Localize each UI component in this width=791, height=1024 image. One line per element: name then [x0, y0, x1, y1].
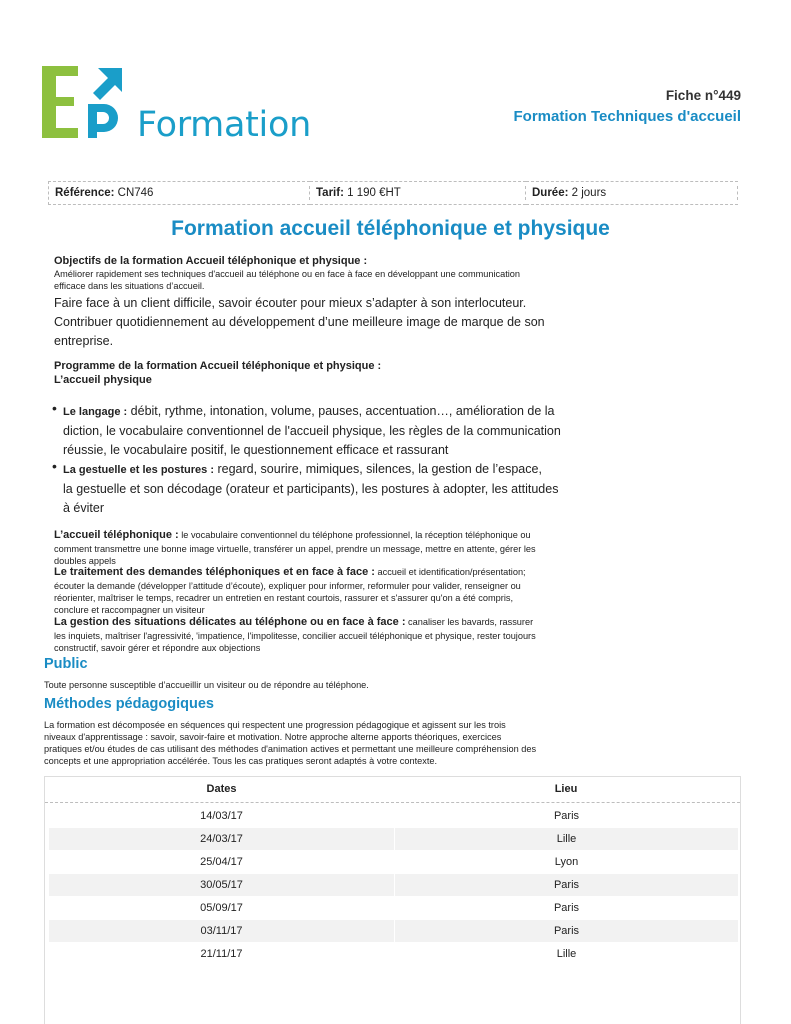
- block-line-2: écouter la demande (développer l’attitude d’écoute), expliquer pour informer, reformuler pour valider, renseigner ou: [54, 581, 521, 591]
- bullet-lead: Le langage :: [63, 406, 128, 418]
- methodes-line-3: pratiques et/ou études de cas utilisant des méthodes d'animation actives et permettant une meilleure compréhension des: [44, 744, 537, 754]
- table-row: [49, 805, 738, 827]
- objectifs-big-3: entreprise.: [54, 334, 114, 348]
- lieu-cell: Lille: [395, 828, 738, 850]
- date-cell: 03/11/17: [49, 920, 394, 942]
- lieu-cell: Paris: [553, 902, 580, 914]
- methodes-line-2: niveaux d'apprentissage : savoir, savoir-faire et motivation. Notre approche alterne apports théoriques, exercices: [44, 732, 502, 742]
- bullet-lead: La gestuelle et les postures :: [63, 464, 214, 476]
- duree-cell: [526, 181, 738, 205]
- table-row: [49, 874, 738, 896]
- methodes-line-4: concepts et une appropriation accélérée. Tous les cas pratiques seront adaptés à votre contexte.: [44, 756, 438, 766]
- table-row: [49, 920, 738, 942]
- duree-value: 2 jours: [571, 187, 607, 199]
- date-cell: 24/03/17: [49, 828, 394, 850]
- bullet-line-1: débit, rythme, intonation, volume, pauses, accentuation…, amélioration de la: [127, 404, 555, 418]
- logo-wordmark: Formation: [137, 105, 311, 145]
- date-cell: 05/09/17: [200, 902, 243, 914]
- programme-block: [54, 562, 574, 616]
- fiche-number: Fiche n°449: [665, 88, 741, 103]
- methodes-text: [44, 719, 564, 767]
- bullet-line-2: la gestuelle et son décodage (orateur et participants), les postures à adopter, les attitudes: [63, 482, 559, 496]
- block-line-3: réorienter, maîtriser le temps, recadrer un entretien en restant courtois, rassurer et s'assurer qu'on a été compris,: [54, 593, 514, 603]
- objectifs-big-1: Faire face à un client difficile, savoir écouter pour mieux s’adapter à son interlocuteur.: [54, 296, 527, 310]
- programme-bullets: [52, 402, 577, 518]
- bullet-line-3: à éviter: [63, 501, 104, 515]
- block-lead: Le traitement des demandes téléphoniques et en face à face :: [54, 566, 375, 578]
- table-header: [45, 777, 740, 803]
- block-lead: La gestion des situations délicates au téléphone ou en face à face :: [54, 616, 406, 628]
- lieu-cell: Paris: [553, 810, 580, 822]
- programme-heading: Programme de la formation Accueil téléphonique et physique :: [54, 360, 382, 372]
- column-header-lieu: Lieu: [554, 783, 578, 795]
- public-heading: Public: [44, 656, 88, 672]
- reference-value: CN746: [117, 187, 154, 199]
- reference-label: Référence:: [55, 187, 115, 199]
- bullet-line-2: diction, le vocabulaire conventionnel de l'accueil physique, les règles de la communication: [63, 424, 561, 438]
- table-row: [49, 897, 738, 919]
- block-line-1: le vocabulaire conventionnel du téléphone professionnel, la réception téléphonique ou: [178, 530, 531, 540]
- objectifs-heading: Objectifs de la formation Accueil téléphonique et physique :: [54, 255, 368, 267]
- ep-logo-mark: [42, 66, 142, 146]
- lieu-cell: Lille: [556, 948, 577, 960]
- arrow-up-right-icon: [93, 68, 122, 100]
- date-cell: 21/11/17: [200, 948, 243, 960]
- list-item: [52, 460, 577, 518]
- methodes-line-1: La formation est décomposée en séquences qui respectent une progression pédagogique et agissent sur les trois: [44, 720, 506, 730]
- programme-block: [54, 612, 574, 654]
- lieu-cell: Paris: [395, 874, 738, 896]
- public-text: Toute personne susceptible d’accueillir un visiteur ou de répondre au téléphone.: [44, 680, 369, 690]
- methodes-heading: Méthodes pédagogiques: [44, 696, 214, 712]
- programme-section: [54, 359, 574, 387]
- sessions-table: [44, 776, 741, 1024]
- table-row: [49, 943, 738, 965]
- date-cell: 30/05/17: [49, 874, 394, 896]
- duree-label: Durée:: [532, 187, 569, 199]
- page-title: Formation accueil téléphonique et physique: [171, 217, 610, 240]
- objectifs-line-2: efficace dans les situations d’accueil.: [54, 281, 205, 291]
- objectifs-line-1: Améliorer rapidement ses techniques d'accueil au téléphone ou en face à face en développant une communication: [54, 269, 521, 279]
- objectifs-section: [54, 254, 574, 351]
- column-header-dates: Dates: [206, 783, 237, 795]
- programme-block: [54, 525, 574, 567]
- objectifs-big-2: Contribuer quotidiennement au développement d’une meilleure image de marque de son: [54, 315, 545, 329]
- tarif-value: 1 190 €HT: [347, 187, 401, 199]
- tarif-cell: [310, 181, 526, 205]
- block-lead: L’accueil téléphonique :: [54, 529, 179, 541]
- info-bar: [48, 181, 738, 205]
- table-row: [49, 828, 738, 850]
- programme-subheading: L’accueil physique: [54, 374, 152, 386]
- bullet-icon: •: [52, 400, 57, 416]
- reference-cell: [48, 181, 310, 205]
- tarif-label: Tarif:: [316, 187, 344, 199]
- block-line-2: les inquiets, maîtriser l'agressivité, 'impatience, l'impolitesse, concilier accueil téléphonique et physique, rester toujours: [54, 631, 536, 641]
- table-row: [49, 851, 738, 873]
- fiche-header: [514, 88, 742, 125]
- date-cell: 25/04/17: [200, 856, 243, 868]
- fiche-subtitle: Formation Techniques d'accueil: [513, 108, 741, 125]
- block-line-2: comment transmettre une bonne image virtuelle, transférer un appel, prendre un message, mettre en attente, gérer les: [54, 544, 536, 554]
- block-line-3: doubles appels: [54, 556, 116, 566]
- lieu-cell: Lyon: [554, 856, 579, 868]
- date-cell: 14/03/17: [200, 810, 243, 822]
- block-line-1: accueil et identification/présentation;: [374, 567, 526, 577]
- lieu-cell: Paris: [395, 920, 738, 942]
- bullet-line-3: réussie, le vocabulaire positif, le questionnement efficace et rassurant: [63, 443, 449, 457]
- block-line-3: constructif, savoir gérer et répondre aux objections: [54, 643, 261, 653]
- list-item: [52, 402, 577, 460]
- block-line-1: canaliser les bavards, rassurer: [405, 617, 534, 627]
- bullet-icon: •: [52, 458, 57, 474]
- block-line-4: conclure et raccompagner un visiteur: [54, 605, 205, 615]
- ep-formation-logo: [42, 66, 311, 146]
- bullet-line-1: regard, sourire, mimiques, silences, la gestion de l’espace,: [214, 462, 542, 476]
